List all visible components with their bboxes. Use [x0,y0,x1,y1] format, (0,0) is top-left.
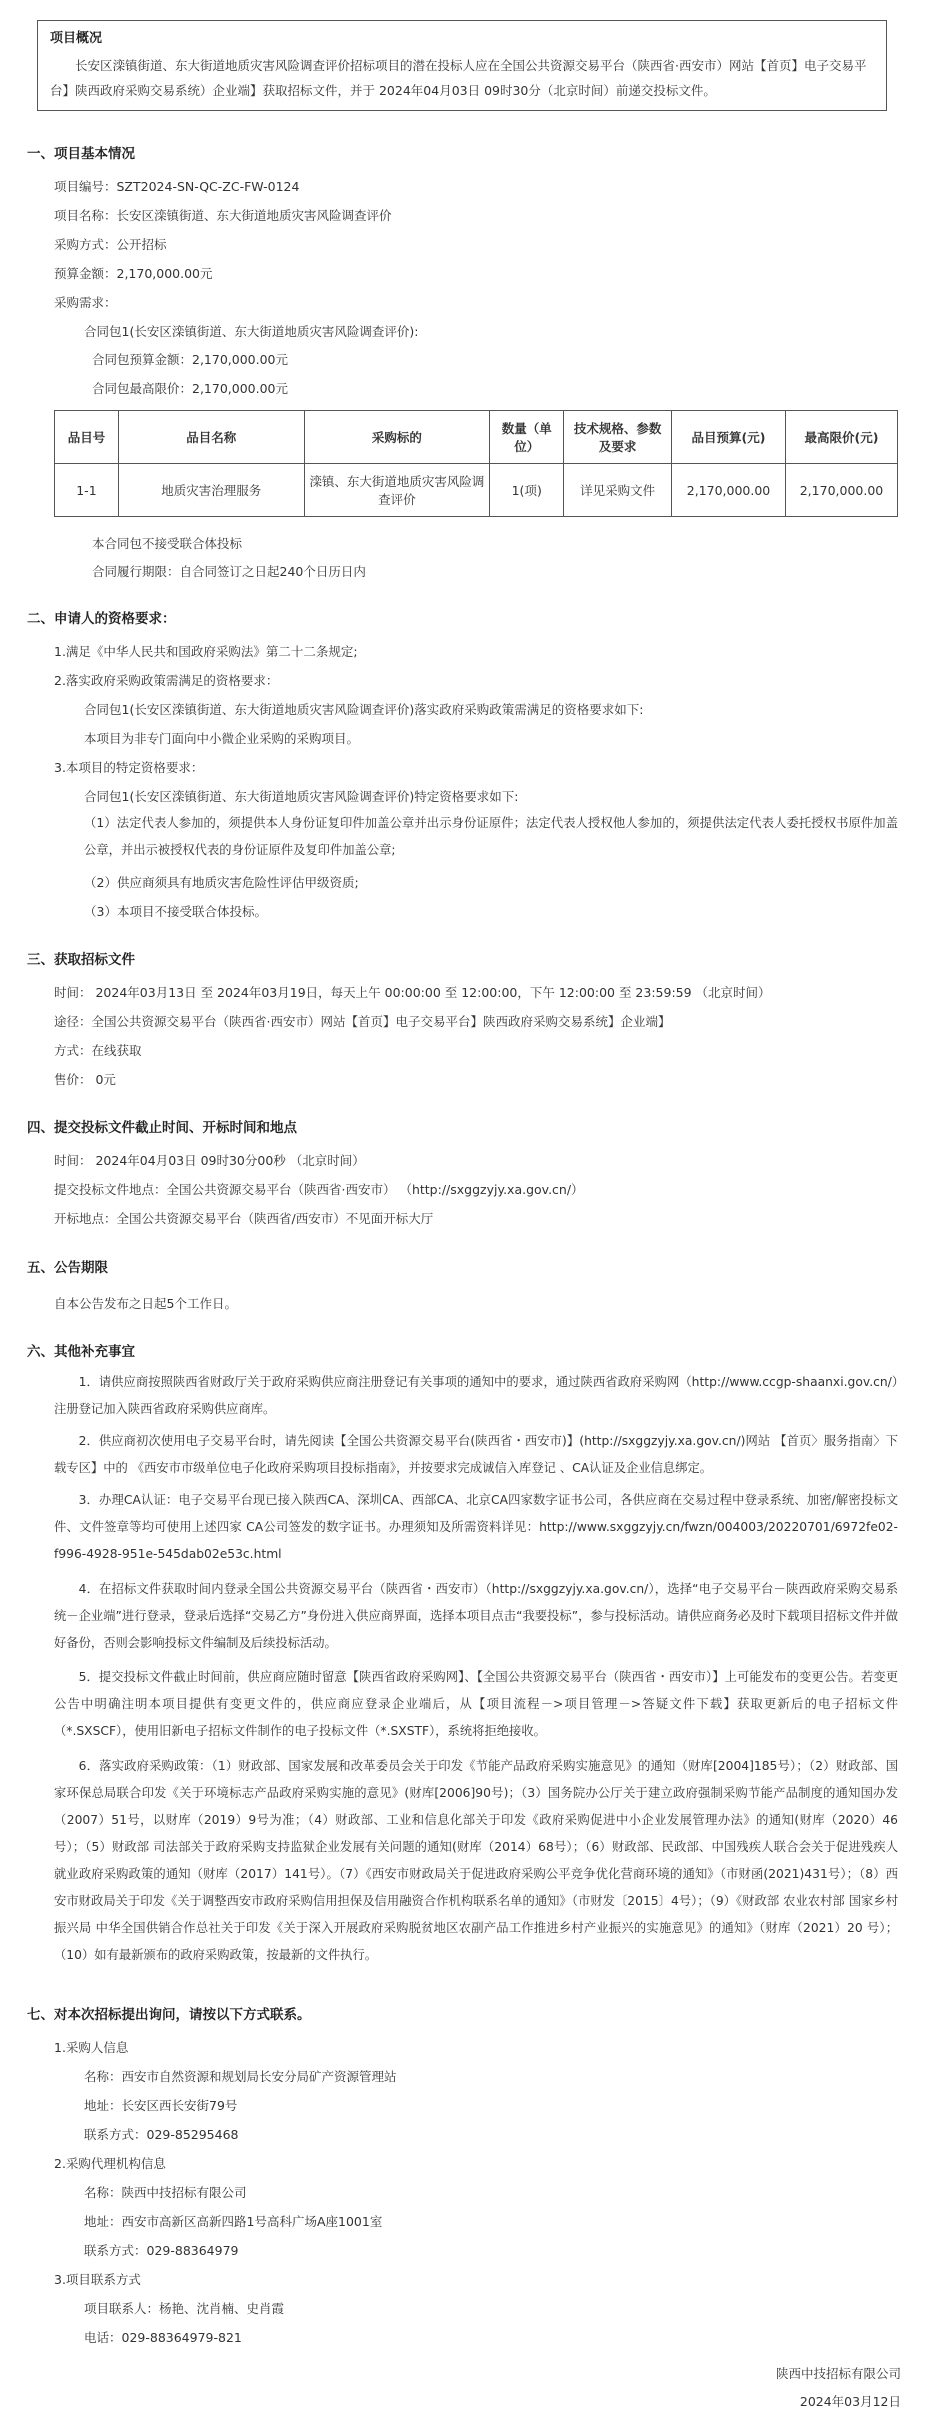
supplement-6: 6．落实政府采购政策：（1）财政部、国家发展和改革委员会关于印发《节能产品政府采购实施意见》的通知（财库[2004]185号）；（2）财政部、国家环保总局联合印发《关于环境标志产品政府采购实施的意见》(财库[2006]90号)；（3）国务院办公厅关于建立政府强制采购节能产品制度的通知国办发（2007）51号，以财库（2019）9号为准；（4）财政部、工业和信息化部关于印发《政府采购促进中小企业发展管理办法》的通知(财库（2020）46号）；（5）财政部 司法部关于政府采购支持监狱企业发展有关问题的通知(财库（2014）68号）；（6）财政部、民政部、中国残疾人联合会关于促进残疾人就业政府采购政策的通知（财库（2017）141号）。（7）《西安市财政局关于促进政府采购公平竞争优化营商环境的通知》（市财函(2021)431号）；（8）西安市财政局关于印发《关于调整西安市政府采购信用担保及信用融资合作机构联系名单的通知》（市财发〔2015〕4号）；（9）《财政部 农业农村部 国家乡村振兴局 中华全国供销合作总社关于印发《关于深入开展政府采购脱贫地区农副产品工作推进乡村产业振兴的实施意见》的通知》（财库（2021）20 号）；（10）如有最新颁布的政府采购政策，按最新的文件执行。 [54,1759,898,1962]
table-header-row [55,411,898,464]
notice-period: 自本公告发布之日起5个工作日。 [54,1296,237,1311]
qualification-2-detail: 合同包1(长安区滦镇街道、东大街道地质灾害风险调查评价)落实政府采购政策需满足的资格要求如下: [84,702,644,717]
purchaser-info: 1.采购人信息 [54,2040,129,2055]
table-header: 最高限价(元) [785,411,897,464]
acquire-mode: 方式：在线获取 [54,1043,142,1058]
purchaser-phone: 联系方式：029-85295468 [84,2127,239,2142]
section-2-heading: 二、申请人的资格要求： [27,611,176,627]
table-cell: 地质灾害治理服务 [118,464,304,517]
table-row [55,464,898,517]
agency-address: 地址：西安市高新区高新四路1号高科广场A座1001室 [84,2214,383,2229]
agency-name: 名称：陕西中技招标有限公司 [84,2185,247,2200]
project-contact-phone: 电话：029-88364979-821 [84,2330,242,2345]
package-budget: 合同包预算金额：2,170,000.00元 [92,352,288,367]
qualification-3-item-1: （1）法定代表人参加的，须提供本人身份证复印件加盖公章并出示身份证原件；法定代表人授权他人参加的，须提供法定代表人委托授权书原件加盖公章，并出示被授权代表的身份证原件及复印件加盖公章; [84,816,898,857]
qualification-2: 2.落实政府采购政策需满足的资格要求： [54,673,279,688]
table-cell: 1-1 [55,464,119,517]
submit-location: 提交投标文件地点：全国公共资源交易平台（陕西省·西安市） （http://sxggzyjy.xa.gov.cn/） [54,1182,584,1197]
qualification-3-item-3: （3）本项目不接受联合体投标。 [84,904,267,919]
supplement-4: 4．在招标文件获取时间内登录全国公共资源交易平台（陕西省・西安市）（http://sxggzyjy.xa.gov.cn/），选择“电子交易平台－陕西政府采购交易系统－企业端”进行登录，登录后选择“交易乙方”身份进入供应商界面，选择本项目点击“我要投标”，参与投标活动。请供应商务必及时下载项目招标文件并做好备份，否则会影响投标文件编制及后续投标活动。 [54,1582,898,1650]
acquire-price: 售价： 0元 [54,1072,116,1087]
footer-date: 2024年03月12日 [799,2394,901,2409]
acquire-time: 时间： 2024年03月13日 至 2024年03月19日，每天上午 00:00:00 至 12:00:00，下午 12:00:00 至 23:59:59 （北京时间） [54,985,771,1000]
supplement-5: 5．提交投标文件截止时间前，供应商应随时留意【陕西省政府采购网】、【全国公共资源交易平台（陕西省・西安市）】上可能发布的变更公告。若变更公告中明确注明本项目提供有变更文件的，供应商应登录企业端后，从【项目流程－>项目管理－>答疑文件下载】获取更新后的电子招标文件（*.SXSCF），使用旧新电子招标文件制作的电子投标文件（*.SXSTF），系统将拒绝接收。 [54,1670,898,1738]
qualification-2-note: 本项目为非专门面向中小微企业采购的采购项目。 [84,731,360,746]
section-3-heading: 三、获取招标文件 [27,952,135,968]
supplement-3: 3．办理CA认证：电子交易平台现已接入陕西CA、深圳CA、西部CA、北京CA四家数字证书公司，各供应商在交易过程中登录系统、加密/解密投标文件、文件签章等均可使用上述四家 CA公司签发的数字证书。办理须知及所需资料详见：http://www.sxggzyjy.cn/fwzn/004003/20220701/6972fe02-f996-4928-951e-545dab02e53c.html [54,1493,898,1561]
section-5-heading: 五、公告期限 [27,1260,108,1276]
table-header: 技术规格、参数及要求 [564,411,672,464]
purchaser-address: 地址：长安区西长安街79号 [84,2098,238,2113]
table-cell: 1(项) [490,464,564,517]
items-table [54,410,898,517]
table-cell: 滦镇、东大街道地质灾害风险调查评价 [304,464,490,517]
section-7-heading: 七、对本次招标提出询问，请按以下方式联系。 [27,2007,311,2023]
qualification-3: 3.本项目的特定资格要求： [54,760,204,775]
deadline-time: 时间： 2024年04月03日 09时30分00秒 （北京时间） [54,1153,365,1168]
table-header: 采购标的 [304,411,490,464]
footer-company: 陕西中技招标有限公司 [775,2366,901,2381]
table-cell: 详见采购文件 [564,464,672,517]
table-header: 品目预算(元) [672,411,786,464]
section-6-heading: 六、其他补充事宜 [27,1344,135,1360]
qualification-3-item-2: （2）供应商须具有地质灾害危险性评估甲级资质; [84,875,359,890]
qualification-3-detail: 合同包1(长安区滦镇街道、东大街道地质灾害风险调查评价)特定资格要求如下: [84,789,519,804]
acquire-way: 途径：全国公共资源交易平台（陕西省·西安市）网站【首页】电子交易平台】陕西政府采购交易系统】企业端】 [54,1014,671,1029]
procurement-needs: 采购需求： [54,295,117,310]
project-contact-people: 项目联系人：杨艳、沈肖楠、史肖霞 [84,2301,285,2316]
package-max-price: 合同包最高限价：2,170,000.00元 [92,381,288,396]
table-header: 品目号 [55,411,119,464]
section-1-heading: 一、项目基本情况 [27,146,135,162]
procurement-method: 采购方式：公开招标 [54,237,167,252]
supplement-1: 1．请供应商按照陕西省财政厅关于政府采购供应商注册登记有关事项的通知中的要求，通过陕西省政府采购网（http://www.ccgp-shaanxi.gov.cn/）注册登记加入陕西省政府采购供应商库。 [54,1375,898,1416]
table-header: 品目名称 [118,411,304,464]
no-consortium-note: 本合同包不接受联合体投标 [92,536,243,551]
contract-package: 合同包1(长安区滦镇街道、东大街道地质灾害风险调查评价): [84,324,419,339]
opening-location: 开标地点：全国公共资源交易平台（陕西省/西安市）不见面开标大厅 [54,1211,434,1226]
budget-amount: 预算金额：2,170,000.00元 [54,266,213,281]
overview-box [37,20,887,111]
agency-phone: 联系方式：029-88364979 [84,2243,239,2258]
contract-term: 合同履行期限：自合同签订之日起240个日历日内 [92,564,366,579]
table-cell: 2,170,000.00 [672,464,786,517]
overview-title: 项目概况 [50,31,103,46]
supplement-2: 2．供应商初次使用电子交易平台时，请先阅读【全国公共资源交易平台(陕西省・西安市)】(http://sxggzyjy.xa.gov.cn/)网站 【首页〉服务指南〉下载专区】中的 《西安市市级单位电子化政府采购项目投标指南》，并按要求完成诚信入库登记 、CA认证及企业信息绑定。 [54,1434,898,1475]
project-name: 项目名称：长安区滦镇街道、东大街道地质灾害风险调查评价 [54,208,392,223]
table-header: 数量（单位） [490,411,564,464]
overview-body: 长安区滦镇街道、东大街道地质灾害风险调查评价招标项目的潜在投标人应在全国公共资源交易平台（陕西省·西安市）网站【首页】电子交易平台】陕西政府采购交易系统）企业端】获取招标文件，并于 2024年04月03日 09时30分（北京时间）前递交投标文件。 [50,58,867,98]
purchaser-name: 名称：西安市自然资源和规划局长安分局矿产资源管理站 [84,2069,397,2084]
table-cell: 2,170,000.00 [785,464,897,517]
project-code: 项目编号：SZT2024-SN-QC-ZC-FW-0124 [54,179,300,194]
project-contact-info: 3.项目联系方式 [54,2272,141,2287]
section-4-heading: 四、提交投标文件截止时间、开标时间和地点 [27,1120,297,1136]
qualification-1: 1.满足《中华人民共和国政府采购法》第二十二条规定; [54,644,358,659]
agency-info: 2.采购代理机构信息 [54,2156,166,2171]
